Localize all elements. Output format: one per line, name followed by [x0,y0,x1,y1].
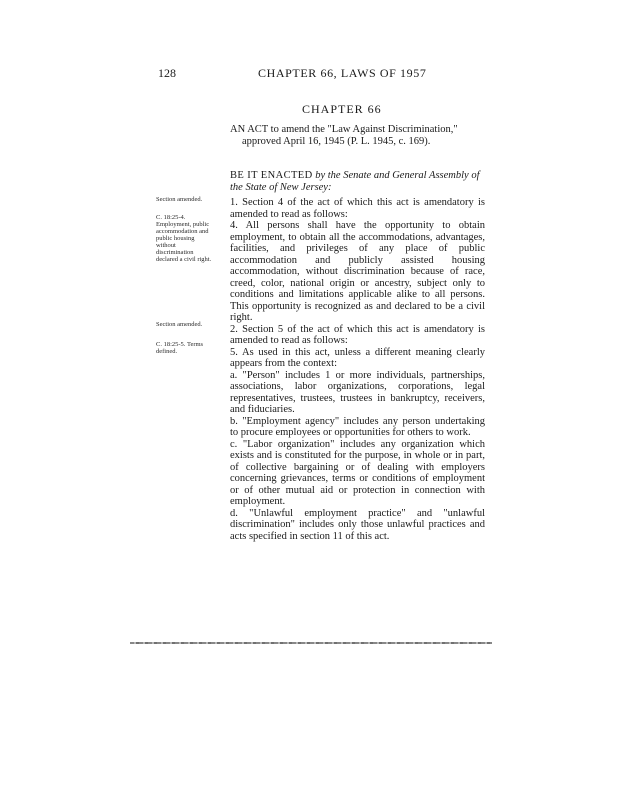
section-paragraph: c. "Labor organization" includes any organization which exists and is constituted for the purpose, in whole or in part, of collective bargaining or of dealing with employers concerning grievances, terms or conditions of employment or of other mutual aid or protection in connection with employment. [230,438,485,507]
running-head: CHAPTER 66, LAWS OF 1957 [258,66,427,80]
margin-note-terms-defined: C. 18:25-5. Terms defined. [156,341,204,355]
act-title: AN ACT to amend the "Law Against Discrimination," approved April 16, 1945 (P. L. 1945, c. 169). [230,124,458,147]
section-paragraph: b. "Employment agency" includes any person undertaking to procure employees or opportunities for others to work. [230,415,485,438]
enacting-clause-lead: BE IT ENACTED [230,170,313,181]
section-paragraph: d. "Unlawful employment practice" and "unlawful discrimination" includes only those unlawful practices and acts specified in section 11 of this act. [230,507,485,542]
enacting-clause [230,170,485,193]
chapter-title: CHAPTER 66 [302,102,382,116]
section-paragraph: 5. As used in this act, unless a different meaning clearly appears from the context: [230,346,485,369]
page-number: 128 [158,66,176,80]
margin-note-civil-right: C. 18:25-4. Employment, public accommodation and public housing without discrimination declared a civil right. [156,214,212,263]
page-bottom-rule [130,642,492,644]
enacting-clause-rest: by the Senate and General Assembly of the State of New Jersey: [230,170,480,193]
margin-note-section-amended-2: Section amended. [156,321,203,328]
section-paragraph: 4. All persons shall have the opportunity to obtain employment, to obtain all the accommodations, advantages, facilities, and privileges of any place of public accommodation and publicly assisted housing accommodation, without discrimination because of race, creed, color, national origin or ancestry, subject only to conditions and limitations applicable alike to all persons. This opportunity is recognized as and declared to be a civil right. [230,220,485,323]
section-paragraph: a. "Person" includes 1 or more individuals, partnerships, associations, labor organizations, corporations, legal representatives, trustees, trustees in bankruptcy, receivers, and fiduciaries. [230,369,485,415]
margin-note-section-amended-1: Section amended. [156,196,203,203]
section-paragraph: 1. Section 4 of the act of which this act is amendatory is amended to read as follows: [230,197,485,220]
section-paragraph: 2. Section 5 of the act of which this act is amendatory is amended to read as follows: [230,323,485,346]
sections-body [230,197,485,542]
